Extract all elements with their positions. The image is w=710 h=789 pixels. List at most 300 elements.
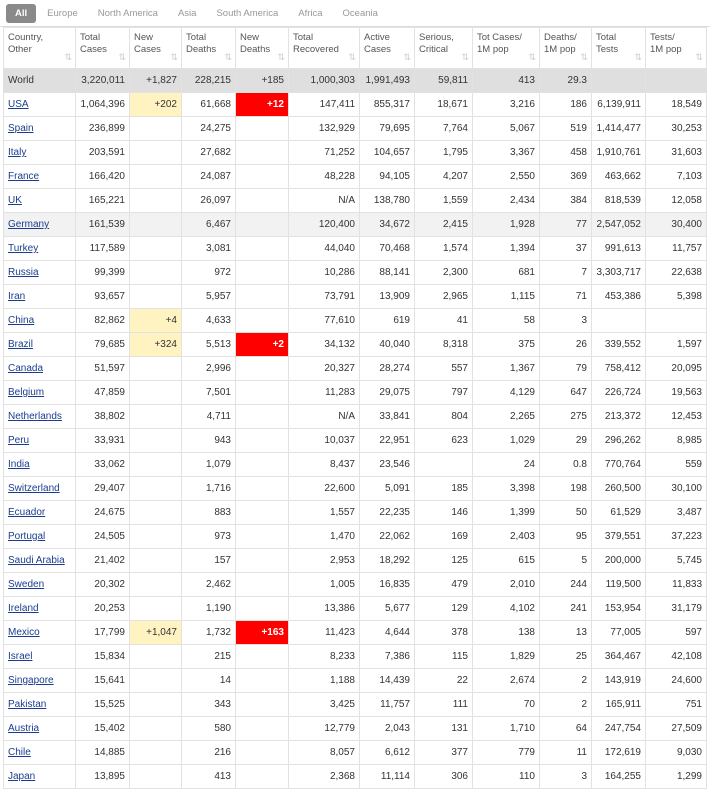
cell: 33,841 <box>360 405 415 429</box>
header-label: Cases <box>134 44 161 55</box>
cell: 458 <box>540 141 592 165</box>
cell: 3,487 <box>646 501 707 525</box>
cell: 7,501 <box>182 381 236 405</box>
cell: 37,223 <box>646 525 707 549</box>
cell <box>236 165 289 189</box>
cell <box>4 189 76 213</box>
country-link[interactable]: Peru <box>8 435 30 446</box>
cell: 4,102 <box>473 597 540 621</box>
cell: 2,300 <box>415 261 473 285</box>
region-tabs <box>0 0 710 27</box>
cell: 59,811 <box>415 69 473 93</box>
country-link[interactable]: Austria <box>8 723 40 734</box>
table-row <box>4 405 707 429</box>
country-link[interactable]: Singapore <box>8 675 54 686</box>
country-link[interactable]: China <box>8 315 35 326</box>
cell: 42,108 <box>646 645 707 669</box>
cell: 413 <box>473 69 540 93</box>
column-header[interactable] <box>76 28 130 69</box>
sort-icon[interactable]: ⇅ <box>403 52 411 62</box>
cell: 186 <box>540 93 592 117</box>
cell: 40,040 <box>360 333 415 357</box>
cell: 33,062 <box>76 453 130 477</box>
tab-oceania[interactable]: Oceania <box>342 7 378 19</box>
cell: 22,062 <box>360 525 415 549</box>
sort-icon[interactable]: ⇅ <box>695 52 703 62</box>
country-link[interactable]: Netherlands <box>8 411 62 422</box>
cell: 131 <box>415 717 473 741</box>
cell <box>130 237 182 261</box>
cell <box>130 765 182 789</box>
tab-south-america[interactable]: South America <box>216 7 279 19</box>
tab-europe[interactable]: Europe <box>47 7 78 19</box>
header-label: Country, <box>8 32 44 43</box>
cell <box>4 429 76 453</box>
cell <box>236 285 289 309</box>
tab-north-america[interactable]: North America <box>97 7 158 19</box>
cell: 34,672 <box>360 213 415 237</box>
header-label: Total <box>80 32 101 43</box>
country-link[interactable]: Saudi Arabia <box>8 555 65 566</box>
header-row <box>4 28 707 69</box>
cell: 153,954 <box>592 597 646 621</box>
country-link[interactable]: France <box>8 171 40 182</box>
cell: +324 <box>130 333 182 357</box>
cell: +1,827 <box>130 69 182 93</box>
cell: 17,799 <box>76 621 130 645</box>
cell <box>236 573 289 597</box>
cell: 25 <box>540 645 592 669</box>
cell: 12,779 <box>289 717 360 741</box>
cell <box>130 597 182 621</box>
cell: 1,414,477 <box>592 117 646 141</box>
cell <box>236 381 289 405</box>
table-body <box>4 69 707 789</box>
table-row <box>4 525 707 549</box>
cell: 1,299 <box>646 765 707 789</box>
cell <box>236 669 289 693</box>
cell: 22,600 <box>289 477 360 501</box>
cell: 991,613 <box>592 237 646 261</box>
cell: 94,105 <box>360 165 415 189</box>
cell <box>4 573 76 597</box>
header-label: 1M pop <box>477 44 509 55</box>
cell: 20,253 <box>76 597 130 621</box>
sort-icon[interactable]: ⇅ <box>118 52 126 62</box>
cell: 6,467 <box>182 213 236 237</box>
cell: 1,574 <box>415 237 473 261</box>
cell: 7,386 <box>360 645 415 669</box>
cell: +202 <box>130 93 182 117</box>
cell: 24,275 <box>182 117 236 141</box>
cell: 1,029 <box>473 429 540 453</box>
header-label: Total <box>293 32 314 43</box>
sort-icon[interactable]: ⇅ <box>580 52 588 62</box>
cell <box>4 765 76 789</box>
cell: 2,547,052 <box>592 213 646 237</box>
cell: 16,835 <box>360 573 415 597</box>
cell: 453,386 <box>592 285 646 309</box>
cell: 1,079 <box>182 453 236 477</box>
country-link[interactable]: UK <box>8 195 22 206</box>
cell: 8,985 <box>646 429 707 453</box>
cell: 29 <box>540 429 592 453</box>
cell: 364,467 <box>592 645 646 669</box>
cell: 215 <box>182 645 236 669</box>
column-header[interactable] <box>415 28 473 69</box>
cell <box>236 765 289 789</box>
table-row <box>4 693 707 717</box>
cell: 244 <box>540 573 592 597</box>
country-link[interactable]: Canada <box>8 363 44 374</box>
cell <box>236 261 289 285</box>
country-link[interactable]: India <box>8 459 30 470</box>
cell: 770,764 <box>592 453 646 477</box>
cell <box>236 549 289 573</box>
cell: 82,862 <box>76 309 130 333</box>
cell: 61,668 <box>182 93 236 117</box>
cell <box>4 141 76 165</box>
sort-icon[interactable]: ⇅ <box>170 52 178 62</box>
country-link[interactable]: Brazil <box>8 339 34 350</box>
column-header[interactable] <box>130 28 182 69</box>
country-link[interactable]: Russia <box>8 267 39 278</box>
cell: 2,265 <box>473 405 540 429</box>
cell: 883 <box>182 501 236 525</box>
table-row <box>4 549 707 573</box>
cell: 21,402 <box>76 549 130 573</box>
cell: 15,402 <box>76 717 130 741</box>
cell: N/A <box>289 189 360 213</box>
country-link[interactable]: Sweden <box>8 579 45 590</box>
cell: 369 <box>540 165 592 189</box>
country-link[interactable]: Turkey <box>8 243 39 254</box>
cell: 198 <box>540 477 592 501</box>
country-link[interactable]: Italy <box>8 147 27 158</box>
cell: 13,386 <box>289 597 360 621</box>
cell: 236,899 <box>76 117 130 141</box>
cell: 30,100 <box>646 477 707 501</box>
cell: 260,500 <box>592 477 646 501</box>
cell <box>4 501 76 525</box>
cell: 2 <box>540 693 592 717</box>
cell <box>415 453 473 477</box>
cell <box>4 741 76 765</box>
sort-icon[interactable]: ⇅ <box>224 52 232 62</box>
cell: 22,638 <box>646 261 707 285</box>
table-row <box>4 285 707 309</box>
country-link[interactable]: Chile <box>8 747 31 758</box>
cell: 1,470 <box>289 525 360 549</box>
cell: 943 <box>182 429 236 453</box>
cell: 3,216 <box>473 93 540 117</box>
table-row <box>4 477 707 501</box>
cell: 7,764 <box>415 117 473 141</box>
table-row <box>4 597 707 621</box>
cell: 104,657 <box>360 141 415 165</box>
cell: 4,207 <box>415 165 473 189</box>
cell: 559 <box>646 453 707 477</box>
cell: 169 <box>415 525 473 549</box>
table-row <box>4 741 707 765</box>
cell: 47,859 <box>76 381 130 405</box>
coronavirus-table <box>3 27 707 789</box>
table-row <box>4 501 707 525</box>
cell: 2,010 <box>473 573 540 597</box>
country-link[interactable]: Israel <box>8 651 33 662</box>
cell: 24,087 <box>182 165 236 189</box>
header-label: Serious, <box>419 32 454 43</box>
cell: 377 <box>415 741 473 765</box>
cell: 8,233 <box>289 645 360 669</box>
column-header[interactable] <box>4 28 76 69</box>
cell: 216 <box>182 741 236 765</box>
cell: 58 <box>473 309 540 333</box>
cell: 111 <box>415 693 473 717</box>
cell <box>4 621 76 645</box>
cell: 11,757 <box>646 237 707 261</box>
cell: 27,682 <box>182 141 236 165</box>
cell: 61,529 <box>592 501 646 525</box>
cell <box>4 669 76 693</box>
cell: 64 <box>540 717 592 741</box>
country-link[interactable]: Switzerland <box>8 483 60 494</box>
cell: 1,557 <box>289 501 360 525</box>
cell: 5,091 <box>360 477 415 501</box>
cell: 2,462 <box>182 573 236 597</box>
country-link[interactable]: Spain <box>8 123 34 134</box>
cell: 1,795 <box>415 141 473 165</box>
cell: 4,129 <box>473 381 540 405</box>
cell: 275 <box>540 405 592 429</box>
cell <box>130 717 182 741</box>
cell: 22 <box>415 669 473 693</box>
table-row <box>4 717 707 741</box>
cell: 5,067 <box>473 117 540 141</box>
column-header[interactable] <box>182 28 236 69</box>
cell <box>236 189 289 213</box>
country-link[interactable]: Ecuador <box>8 507 46 518</box>
header-label: Deaths <box>240 44 271 55</box>
cell: 51,597 <box>76 357 130 381</box>
cell <box>130 285 182 309</box>
cell <box>236 741 289 765</box>
cell: 22,235 <box>360 501 415 525</box>
sort-icon[interactable]: ⇅ <box>461 52 469 62</box>
cell <box>130 165 182 189</box>
cell: 143,919 <box>592 669 646 693</box>
cell <box>646 309 707 333</box>
cell: 70 <box>473 693 540 717</box>
cell: 623 <box>415 429 473 453</box>
column-header[interactable] <box>646 28 707 69</box>
cell: 110 <box>473 765 540 789</box>
table-row <box>4 309 707 333</box>
column-header[interactable] <box>592 28 646 69</box>
cell: 2,415 <box>415 213 473 237</box>
cell: 79 <box>540 357 592 381</box>
table-row <box>4 573 707 597</box>
header-label: Tests/ <box>650 32 675 43</box>
header-label: Tests <box>596 44 619 55</box>
header-label: Total <box>186 32 207 43</box>
tab-africa[interactable]: Africa <box>298 7 323 19</box>
cell: 93,657 <box>76 285 130 309</box>
cell <box>4 237 76 261</box>
header-label: 1M pop <box>544 44 576 55</box>
cell: 33,931 <box>76 429 130 453</box>
table-row <box>4 621 707 645</box>
column-header[interactable] <box>473 28 540 69</box>
table-row <box>4 645 707 669</box>
country-link[interactable]: Germany <box>8 219 50 230</box>
sort-icon[interactable]: ⇅ <box>348 52 356 62</box>
cell: 138,780 <box>360 189 415 213</box>
tab-asia[interactable]: Asia <box>177 7 197 19</box>
cell: 24,600 <box>646 669 707 693</box>
country-link[interactable]: Iran <box>8 291 26 302</box>
cell: 2,403 <box>473 525 540 549</box>
cell <box>236 645 289 669</box>
cell: 71 <box>540 285 592 309</box>
sort-icon[interactable]: ⇅ <box>64 52 72 62</box>
table-row <box>4 117 707 141</box>
cell: 818,539 <box>592 189 646 213</box>
cell: 19,563 <box>646 381 707 405</box>
cell <box>236 525 289 549</box>
country-link[interactable]: Pakistan <box>8 699 47 710</box>
cell: 8,318 <box>415 333 473 357</box>
cell: 18,292 <box>360 549 415 573</box>
cell <box>130 693 182 717</box>
cell: 11,423 <box>289 621 360 645</box>
cell: 758,412 <box>592 357 646 381</box>
header-label: Critical <box>419 44 449 55</box>
sort-icon[interactable]: ⇅ <box>277 52 285 62</box>
column-header[interactable] <box>236 28 289 69</box>
cell: 615 <box>473 549 540 573</box>
cell: 413 <box>182 765 236 789</box>
cell: 164,255 <box>592 765 646 789</box>
cell: 5 <box>540 549 592 573</box>
cell: 12,058 <box>646 189 707 213</box>
cell: 29.3 <box>540 69 592 93</box>
cell: 88,141 <box>360 261 415 285</box>
header-label: Recovered <box>293 44 339 55</box>
country-link[interactable]: Belgium <box>8 387 45 398</box>
cell: 11,114 <box>360 765 415 789</box>
cell: 203,591 <box>76 141 130 165</box>
cell <box>4 213 76 237</box>
tab-all[interactable]: All <box>6 4 36 23</box>
cell: 29,407 <box>76 477 130 501</box>
cell: 22,951 <box>360 429 415 453</box>
cell: 132,929 <box>289 117 360 141</box>
cell: 2,996 <box>182 357 236 381</box>
table-row <box>4 669 707 693</box>
country-link[interactable]: Mexico <box>8 627 40 638</box>
country-link[interactable]: Portugal <box>8 531 46 542</box>
cell: 1,115 <box>473 285 540 309</box>
table-row <box>4 237 707 261</box>
cell: 77,610 <box>289 309 360 333</box>
cell: 30,400 <box>646 213 707 237</box>
cell <box>4 381 76 405</box>
cell: 9,030 <box>646 741 707 765</box>
cell: 1,710 <box>473 717 540 741</box>
cell: 79,685 <box>76 333 130 357</box>
sort-icon[interactable]: ⇅ <box>528 52 536 62</box>
cell <box>130 213 182 237</box>
cell <box>236 117 289 141</box>
cell <box>4 165 76 189</box>
cell: 378 <box>415 621 473 645</box>
cell: 306 <box>415 765 473 789</box>
cell: 13 <box>540 621 592 645</box>
table-row <box>4 765 707 789</box>
cell: 1,188 <box>289 669 360 693</box>
cell: 31,179 <box>646 597 707 621</box>
cell <box>4 357 76 381</box>
cell: +1,047 <box>130 621 182 645</box>
country-link[interactable]: USA <box>8 99 29 110</box>
cell: 20,095 <box>646 357 707 381</box>
cell: 3,303,717 <box>592 261 646 285</box>
column-header[interactable] <box>289 28 360 69</box>
header-label: Other <box>8 44 32 55</box>
cell: 296,262 <box>592 429 646 453</box>
cell: 2 <box>540 669 592 693</box>
cell: 3,367 <box>473 141 540 165</box>
cell: 79,695 <box>360 117 415 141</box>
cell: 2,434 <box>473 189 540 213</box>
cell <box>4 453 76 477</box>
cell: 1,005 <box>289 573 360 597</box>
cell: 213,372 <box>592 405 646 429</box>
cell: 10,037 <box>289 429 360 453</box>
cell: 14,885 <box>76 741 130 765</box>
cell <box>236 501 289 525</box>
cell: 519 <box>540 117 592 141</box>
cell: 779 <box>473 741 540 765</box>
cell: +4 <box>130 309 182 333</box>
cell: 241 <box>540 597 592 621</box>
cell: 20,302 <box>76 573 130 597</box>
column-header[interactable] <box>540 28 592 69</box>
country-link[interactable]: Ireland <box>8 603 39 614</box>
column-header[interactable] <box>360 28 415 69</box>
cell: 119,500 <box>592 573 646 597</box>
cell <box>236 213 289 237</box>
cell: 129 <box>415 597 473 621</box>
cell <box>236 453 289 477</box>
cell: 619 <box>360 309 415 333</box>
cell: 13,909 <box>360 285 415 309</box>
cell <box>4 549 76 573</box>
sort-icon[interactable]: ⇅ <box>634 52 642 62</box>
cell <box>4 285 76 309</box>
country-link[interactable]: Japan <box>8 771 36 782</box>
cell <box>130 453 182 477</box>
header-label: Cases <box>364 44 391 55</box>
cell <box>130 549 182 573</box>
cell <box>130 261 182 285</box>
world-row <box>4 69 707 93</box>
cell <box>130 741 182 765</box>
cell: 166,420 <box>76 165 130 189</box>
cell <box>236 429 289 453</box>
cell: 804 <box>415 405 473 429</box>
